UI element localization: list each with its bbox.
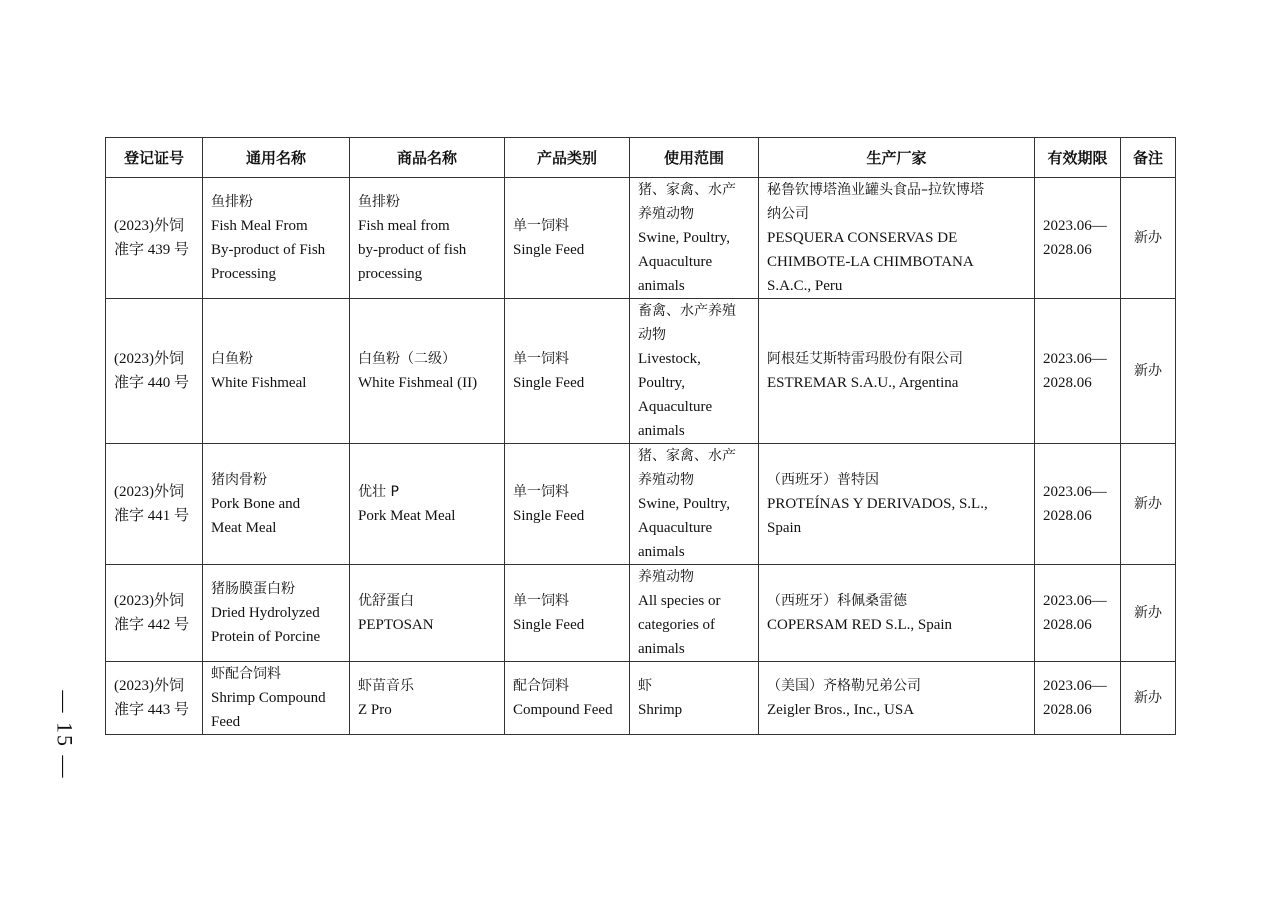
header-category: 产品类别 xyxy=(505,138,630,178)
header-trade-name: 商品名称 xyxy=(350,138,505,178)
text-line: 2023.06— xyxy=(1043,484,1107,500)
text-line: PESQUERA CONSERVAS DE xyxy=(767,230,958,246)
header-generic-name: 通用名称 xyxy=(203,138,350,178)
text-line: (2023)外饲 xyxy=(114,218,184,234)
validity-cell xyxy=(1035,662,1121,735)
text-line: Poultry, xyxy=(638,375,685,391)
text-line: (2023)外饲 xyxy=(114,678,184,694)
text-line: animals xyxy=(638,278,685,294)
text-line: animals xyxy=(638,641,685,657)
trade-name-cell xyxy=(350,444,505,565)
scope-cell xyxy=(630,299,759,444)
page-number: — 15 — xyxy=(52,690,77,780)
text-line: White Fishmeal xyxy=(211,375,307,391)
validity-cell xyxy=(1035,565,1121,662)
manufacturer-cell xyxy=(759,565,1035,662)
text-line: 白鱼粉 xyxy=(211,351,253,367)
text-line: 准字 439 号 xyxy=(114,242,190,258)
text-line: 畜禽、水产养殖 xyxy=(638,303,736,319)
text-line: Livestock, xyxy=(638,351,701,367)
table-row xyxy=(106,299,1176,444)
header-manufacturer: 生产厂家 xyxy=(759,138,1035,178)
note-cell: 新办 xyxy=(1121,565,1176,662)
generic-name-cell xyxy=(203,444,350,565)
text-line: （西班牙）科佩桑雷德 xyxy=(767,593,907,609)
text-line: 准字 440 号 xyxy=(114,375,190,391)
scope-cell xyxy=(630,662,759,735)
generic-name-cell xyxy=(203,662,350,735)
text-line: 配合饲料 xyxy=(513,678,569,694)
text-line: Protein of Porcine xyxy=(211,629,321,645)
manufacturer-cell xyxy=(759,662,1035,735)
text-line: PEPTOSAN xyxy=(358,617,434,633)
text-line: All species or xyxy=(638,593,721,609)
header-validity: 有效期限 xyxy=(1035,138,1121,178)
text-line: processing xyxy=(358,266,423,282)
text-line: Zeigler Bros., Inc., USA xyxy=(767,702,915,718)
text-line: 2028.06 xyxy=(1043,508,1092,524)
note-cell: 新办 xyxy=(1121,444,1176,565)
trade-name-cell xyxy=(350,178,505,299)
text-line: Z Pro xyxy=(358,702,392,718)
reg-no-cell xyxy=(106,444,203,565)
generic-name-cell xyxy=(203,178,350,299)
table-header-row xyxy=(106,138,1176,178)
text-line: 2028.06 xyxy=(1043,702,1092,718)
text-line: categories of xyxy=(638,617,716,633)
text-line: 2023.06— xyxy=(1043,218,1107,234)
manufacturer-cell xyxy=(759,178,1035,299)
header-note: 备注 xyxy=(1121,138,1176,178)
text-line: 虾苗音乐 xyxy=(358,678,414,694)
text-line: 2023.06— xyxy=(1043,593,1107,609)
category-cell xyxy=(505,444,630,565)
text-line: 养殖动物 xyxy=(638,472,694,488)
text-line: by-product of fish xyxy=(358,242,467,258)
text-line: 准字 441 号 xyxy=(114,508,190,524)
text-line: animals xyxy=(638,423,685,439)
text-line: 单一饲料 xyxy=(513,484,569,500)
note-cell: 新办 xyxy=(1121,662,1176,735)
text-line: 动物 xyxy=(638,327,666,343)
text-line: By-product of Fish xyxy=(211,242,326,258)
text-line: Single Feed xyxy=(513,375,585,391)
text-line: Shrimp Compound xyxy=(211,690,326,706)
text-line: 秘鲁钦博塔渔业罐头食品–拉钦博塔 xyxy=(767,182,984,198)
text-line: Pork Bone and xyxy=(211,496,301,512)
category-cell xyxy=(505,662,630,735)
header-scope: 使用范围 xyxy=(630,138,759,178)
reg-no-cell xyxy=(106,299,203,444)
table-row xyxy=(106,565,1176,662)
text-line: 猪、家禽、水产 xyxy=(638,448,736,464)
text-line: Fish meal from xyxy=(358,218,450,234)
text-line: 猪肉骨粉 xyxy=(211,472,267,488)
scope-cell xyxy=(630,178,759,299)
text-line: 虾 xyxy=(638,678,652,694)
text-line: Fish Meal From xyxy=(211,218,308,234)
validity-cell xyxy=(1035,299,1121,444)
text-line: 虾配合饲料 xyxy=(211,666,281,682)
text-line: Shrimp xyxy=(638,702,683,718)
text-line: 养殖动物 xyxy=(638,569,694,585)
manufacturer-cell xyxy=(759,299,1035,444)
text-line: animals xyxy=(638,544,685,560)
trade-name-cell xyxy=(350,662,505,735)
note-cell: 新办 xyxy=(1121,299,1176,444)
text-line: Spain xyxy=(767,520,802,536)
text-line: Single Feed xyxy=(513,242,585,258)
reg-no-cell xyxy=(106,565,203,662)
scope-cell xyxy=(630,444,759,565)
manufacturer-cell xyxy=(759,444,1035,565)
text-line: Swine, Poultry, xyxy=(638,230,730,246)
text-line: ESTREMAR S.A.U., Argentina xyxy=(767,375,959,391)
text-line: 优舒蛋白 xyxy=(358,593,414,609)
category-cell xyxy=(505,565,630,662)
table-row xyxy=(106,178,1176,299)
category-cell xyxy=(505,178,630,299)
text-line: Swine, Poultry, xyxy=(638,496,730,512)
text-line: 鱼排粉 xyxy=(211,194,253,210)
text-line: 单一饲料 xyxy=(513,351,569,367)
text-line: （西班牙）普特因 xyxy=(767,472,879,488)
text-line: Aquaculture xyxy=(638,520,713,536)
generic-name-cell xyxy=(203,565,350,662)
text-line: 2028.06 xyxy=(1043,375,1092,391)
text-line: 优壮 P xyxy=(358,484,399,500)
text-line: 猪肠膜蛋白粉 xyxy=(211,581,295,597)
reg-no-cell xyxy=(106,178,203,299)
text-line: CHIMBOTE-LA CHIMBOTANA xyxy=(767,254,974,270)
text-line: S.A.C., Peru xyxy=(767,278,843,294)
text-line: （美国）齐格勒兄弟公司 xyxy=(767,678,921,694)
header-reg-no: 登记证号 xyxy=(106,138,203,178)
text-line: Pork Meat Meal xyxy=(358,508,456,524)
text-line: 白鱼粉（二级） xyxy=(358,351,456,367)
text-line: Compound Feed xyxy=(513,702,613,718)
scope-cell xyxy=(630,565,759,662)
text-line: Dried Hydrolyzed xyxy=(211,605,320,621)
text-line: PROTEÍNAS Y DERIVADOS, S.L., xyxy=(767,496,988,512)
note-cell: 新办 xyxy=(1121,178,1176,299)
text-line: White Fishmeal (II) xyxy=(358,375,478,391)
validity-cell xyxy=(1035,178,1121,299)
text-line: 准字 443 号 xyxy=(114,702,190,718)
text-line: 准字 442 号 xyxy=(114,617,190,633)
text-line: Single Feed xyxy=(513,508,585,524)
text-line: (2023)外饲 xyxy=(114,351,184,367)
text-line: 鱼排粉 xyxy=(358,194,400,210)
text-line: 2023.06— xyxy=(1043,678,1107,694)
text-line: COPERSAM RED S.L., Spain xyxy=(767,617,953,633)
text-line: Processing xyxy=(211,266,276,282)
text-line: 2028.06 xyxy=(1043,617,1092,633)
category-cell xyxy=(505,299,630,444)
table-row xyxy=(106,444,1176,565)
validity-cell xyxy=(1035,444,1121,565)
registration-table xyxy=(105,137,1176,735)
text-line: Aquaculture xyxy=(638,399,713,415)
text-line: 纳公司 xyxy=(767,206,809,222)
text-line: (2023)外饲 xyxy=(114,593,184,609)
text-line: 2023.06— xyxy=(1043,351,1107,367)
text-line: 阿根廷艾斯特雷玛股份有限公司 xyxy=(767,351,963,367)
text-line: Aquaculture xyxy=(638,254,713,270)
text-line: Feed xyxy=(211,714,241,730)
text-line: Single Feed xyxy=(513,617,585,633)
text-line: 单一饲料 xyxy=(513,593,569,609)
table-row xyxy=(106,662,1176,735)
text-line: 猪、家禽、水产 xyxy=(638,182,736,198)
text-line: 单一饲料 xyxy=(513,218,569,234)
text-line: 2028.06 xyxy=(1043,242,1092,258)
generic-name-cell xyxy=(203,299,350,444)
reg-no-cell xyxy=(106,662,203,735)
trade-name-cell xyxy=(350,299,505,444)
trade-name-cell xyxy=(350,565,505,662)
text-line: (2023)外饲 xyxy=(114,484,184,500)
text-line: Meat Meal xyxy=(211,520,277,536)
text-line: 养殖动物 xyxy=(638,206,694,222)
